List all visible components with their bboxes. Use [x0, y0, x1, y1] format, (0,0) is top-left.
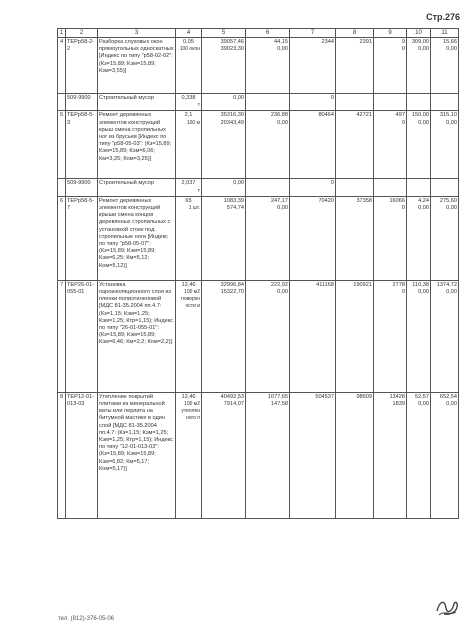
table-cell-c5a [202, 179, 246, 196]
table-cell-desc: Утепление покрытий плитами из минеральной ваты или перлита на битумной мастике в один слой [МДС 81-35.2004 пп.4.7: (Кз=1,15; Кэм=1,25; Кэм=1,25; Ктр=1,15); Индекс по типу "12-01-013-03": (Кз=15,89; Кэм=15,89; Кэм=6,82; Км=5,17; Ком=5,17)] [98, 392, 176, 518]
table-row [58, 38, 459, 94]
table-cell-c7: 0 [290, 179, 336, 196]
table-cell-code: ТЕР26-01-055-01 [66, 280, 98, 392]
table-cell-c5a [202, 196, 246, 280]
table-cell-c7: 0 [290, 94, 336, 111]
cell-value: 0,00 [418, 119, 429, 126]
table-cell-c11a [431, 179, 459, 196]
column-header: 4 [176, 29, 202, 38]
cell-value: 40492,53 [220, 393, 244, 400]
table-cell-qty [176, 94, 202, 111]
estimate-table [57, 28, 459, 519]
table-cell-c11a [431, 38, 459, 94]
table-cell-c8: 37358 [336, 196, 374, 280]
table-cell-c7: 80464 [290, 111, 336, 179]
cell-value: 1839 [392, 401, 405, 408]
cell-value: 0,00 [418, 289, 429, 296]
table-cell-c6a [246, 196, 290, 280]
cell-value: 0,00 [446, 289, 457, 296]
cell-value: 0,00 [233, 95, 244, 101]
table-cell-no: 6 [58, 196, 66, 280]
table-cell-no: 8 [58, 392, 66, 518]
table-cell-qty [176, 38, 202, 94]
cell-value: 39023,30 [220, 46, 244, 53]
table-cell-c5a [202, 94, 246, 111]
table-cell-c8: 2391 [336, 38, 374, 94]
table-cell-c10a [407, 111, 431, 179]
cell-value: 0 [401, 289, 405, 296]
qty-value: 12,46 [181, 281, 196, 288]
table-cell-c7: 70420 [290, 196, 336, 280]
table-cell-c9a [374, 392, 407, 518]
column-header: 1 [58, 29, 66, 38]
table-cell-c11a [431, 280, 459, 392]
table-cell-c11a [431, 111, 459, 179]
qty-unit: 100 м [186, 119, 200, 126]
page-number: Стр.276 [426, 12, 460, 22]
table-cell-c10a [407, 280, 431, 392]
table-cell-c5a [202, 111, 246, 179]
column-header: 2 [66, 29, 98, 38]
qty-unit: т [197, 102, 200, 109]
table-cell-code: ТЕРр58-5-3 [66, 111, 98, 179]
qty-value: 0,05 [183, 39, 194, 45]
table-cell-c9a [374, 111, 407, 179]
cell-value: 0,00 [277, 205, 288, 212]
qty-unit: т [197, 187, 200, 194]
cell-value: 9 [401, 39, 405, 45]
table-cell-c10a [407, 38, 431, 94]
table-row [58, 111, 459, 179]
table-cell-code: ТЕРр58-2-2 [66, 38, 98, 94]
table-cell-c11a [431, 196, 459, 280]
signature-stamp-icon [434, 596, 460, 618]
table-cell-c9a [374, 280, 407, 392]
table-cell-code: ТЕРр58-5-7 [66, 196, 98, 280]
table-cell-c11a [431, 94, 459, 111]
cell-value: 39057,46 [220, 39, 244, 45]
cell-value: 147,58 [270, 401, 288, 408]
table-cell-c6a [246, 111, 290, 179]
table-cell-desc: Ремонт деревянных элементов конструкций крыши смена концов деревянных стропильных с установкой стоек под стропильные ноги [Индекс по типу "р58-05-07": (Кз=15,89; Кэм=15,89; Кэм=6,25; Км=5,12; Ком=5,12)] [98, 196, 176, 280]
cell-value: 15322,70 [220, 289, 244, 296]
column-header: 3 [98, 29, 176, 38]
cell-value: 497 [395, 112, 405, 119]
table-cell-c5a [202, 38, 246, 94]
cell-value: 1077,65 [267, 393, 288, 400]
cell-value: 315,10 [439, 112, 457, 119]
table-cell-desc: Строительный мусор [98, 94, 176, 111]
table-cell-c9a [374, 179, 407, 196]
table-cell-c5a [202, 392, 246, 518]
table-cell-c9a [374, 38, 407, 94]
table-cell-desc: Строительный мусор [98, 179, 176, 196]
cell-value: 0,00 [418, 46, 429, 53]
qty-value: 65 [185, 197, 192, 204]
cell-value: 0,00 [277, 119, 288, 126]
table-cell-c7: 411168 [290, 280, 336, 392]
table-cell-desc: Установка пароизоляционного слоя из пленки полиэтиленовой [МДС 81-35.2004 пп.4.7: (Кз=1,15; Кэм=1,25; Кэм=1,25; Ктр=1,15); Индекс по типу "26-01-055-01": (Кз=15,89; Кэм=15,89; Кэм=6,46; Км=2,2; Ком=2,2)] [98, 280, 176, 392]
column-header: 11 [431, 29, 459, 38]
cell-value: 0,00 [277, 289, 288, 296]
cell-value: 236,88 [270, 112, 288, 119]
cell-value: 13428 [389, 393, 405, 400]
cell-value: 309,00 [411, 39, 429, 45]
cell-value: 7914,07 [223, 401, 244, 408]
table-cell-no [58, 179, 66, 196]
cell-value: 35316,30 [220, 112, 244, 119]
cell-value: 0,00 [233, 180, 244, 187]
table-cell-c9a [374, 196, 407, 280]
column-header: 7 [290, 29, 336, 38]
cell-value: 0,00 [446, 119, 457, 126]
table-cell-c8 [336, 179, 374, 196]
cell-value: 1083,39 [223, 197, 244, 204]
qty-value: 2,037 [181, 180, 196, 187]
table-cell-no: 7 [58, 280, 66, 392]
table-cell-qty [176, 111, 202, 179]
table-cell-c6a [246, 38, 290, 94]
table-cell-c10a [407, 196, 431, 280]
cell-value: 52,57 [415, 393, 429, 400]
cell-value: 652,54 [439, 393, 457, 400]
cell-value: 32996,84 [220, 281, 244, 288]
table-cell-c8 [336, 94, 374, 111]
table-cell-c8: 190921 [336, 280, 374, 392]
cell-value: 574,74 [226, 205, 244, 212]
table-cell-c10a [407, 392, 431, 518]
cell-value: 20343,49 [220, 119, 244, 126]
cell-value: 0,00 [446, 401, 457, 408]
cell-value: 222,92 [270, 281, 288, 288]
cell-value: 1374,72 [436, 281, 457, 288]
qty-value: 2,1 [184, 112, 193, 119]
cell-value: 0,00 [418, 401, 429, 408]
table-cell-desc: Разборка слуховых окон прямоугольных односкатных [Индекс по типу "р58-02-02": (Кз=15,89; Кэм=15,89; Кзм=3,55)] [98, 38, 176, 94]
table-row [58, 196, 459, 280]
cell-value: 16066 [389, 197, 405, 204]
table-cell-c6a [246, 280, 290, 392]
qty-unit: 1 шт. [188, 205, 200, 212]
header-row [58, 29, 459, 38]
table-row [58, 179, 459, 196]
table-cell-c7: 504537 [290, 392, 336, 518]
table-cell-code: ТЕР12-01-013-03 [66, 392, 98, 518]
table-cell-c6a [246, 392, 290, 518]
cell-value: 0 [401, 119, 405, 126]
table-cell-qty [176, 196, 202, 280]
table-cell-c9a [374, 94, 407, 111]
column-header: 9 [374, 29, 407, 38]
table-cell-c6a [246, 94, 290, 111]
cell-value: 247,17 [270, 197, 288, 204]
table-cell-qty [176, 280, 202, 392]
table-cell-no [58, 94, 66, 111]
table-row [58, 280, 459, 392]
qty-unit: 100 м2 поверхн ости и [181, 289, 200, 310]
cell-value: 44,15 [274, 39, 288, 45]
footer-phone: тел. (812)-376-05-06 [58, 616, 115, 622]
table-cell-no: 5 [58, 111, 66, 179]
cell-value: 0,00 [446, 46, 457, 53]
cell-value: 0,00 [418, 205, 429, 212]
table-cell-no: 4 [58, 38, 66, 94]
table-row [58, 94, 459, 111]
qty-value: 0,338 [181, 95, 196, 101]
cell-value: 275,60 [439, 197, 457, 204]
table-cell-c10a [407, 94, 431, 111]
qty-unit: 100 окон [179, 46, 200, 53]
cell-value: 0,00 [277, 46, 288, 53]
cell-value: 110,38 [412, 281, 429, 288]
table-cell-code: 509-9900 [66, 179, 98, 196]
qty-value: 12,46 [181, 393, 196, 400]
column-header: 8 [336, 29, 374, 38]
cell-value: 0 [401, 46, 405, 53]
column-header: 10 [407, 29, 431, 38]
qty-unit: 100 м2 утеплен ного п [181, 401, 200, 422]
column-header: 6 [246, 29, 290, 38]
cell-value: 2778 [392, 281, 405, 288]
table-cell-qty [176, 179, 202, 196]
cell-value: 4,24 [418, 197, 429, 204]
table-cell-c5a [202, 280, 246, 392]
table-cell-c8: 42721 [336, 111, 374, 179]
table-cell-qty [176, 392, 202, 518]
table-cell-c10a [407, 179, 431, 196]
cell-value: 15,66 [443, 39, 457, 45]
cell-value: 150,00 [411, 112, 429, 119]
cell-value: 0 [401, 205, 405, 212]
table-row [58, 392, 459, 518]
table-cell-code: 509-9900 [66, 94, 98, 111]
cell-value: 0,00 [446, 205, 457, 212]
table-cell-c11a [431, 392, 459, 518]
table-cell-c7: 2344 [290, 38, 336, 94]
table-cell-desc: Ремонт деревянных элементов конструкций крыш смена стропильных ног из брусьев [Индекс по типу "р58-05-03": (Кз=15,89; Кэм=15,89; Кэм=6,06; Км=3,25; Ком=3,25)] [98, 111, 176, 179]
table-cell-c8: 98609 [336, 392, 374, 518]
table-cell-c6a [246, 179, 290, 196]
column-header: 5 [202, 29, 246, 38]
